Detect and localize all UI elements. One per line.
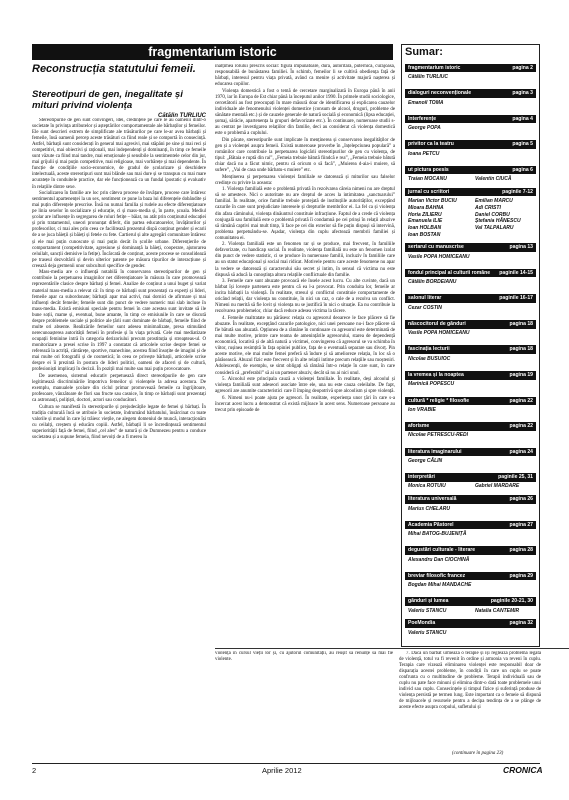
publication-name: CRONICA bbox=[503, 765, 543, 775]
toc-author: Bogdan Mihai MANDACHE bbox=[408, 582, 472, 589]
toc-section-17[interactable] bbox=[405, 521, 536, 530]
myth-paragraph: 7. Dacă un bărbat urmează o terapie și își reglează problema legată de violență, totul va fi revenit în ordine și armonia va reveni în cuplu. Terapia care vizează eliminarea violenței este responsabil doar de disparația acestei probleme, în condiții în care un cuplu se poate confrunta cu o multitudine de probleme. Terapii individuală sau de cuplu nu pate face minuni și elimina dintr-o dată toate problemele unui individ sau cuplu. Consecințele și timpul fizice și suferință produse de violența persistă pe termen lung. Este important ca o femeie să dispună de mijloacele și resursele pentru a decipa tendința de a se plânge de aceste efecte asupra corpului, sufletului și bbox=[399, 651, 541, 711]
toc-section-name: Academia Păstorel bbox=[408, 521, 454, 528]
toc-section-page: pagina 22 bbox=[509, 397, 533, 404]
toc-section-page: pagina 18 bbox=[509, 320, 533, 327]
toc-section-name: fragmentarium istoric bbox=[408, 64, 461, 71]
toc-section-18[interactable] bbox=[405, 546, 536, 555]
toc-section-page: paginile 7-12 bbox=[502, 188, 533, 195]
toc-section-page: pagina 32 bbox=[509, 620, 533, 627]
toc-author: Alexandru Dan CIOCHINĂ bbox=[408, 556, 470, 563]
toc-author: Traian MOCANU bbox=[408, 176, 447, 183]
toc-section-20[interactable] bbox=[405, 597, 536, 606]
toc-section-name: născocitorul de gânduri bbox=[408, 320, 466, 327]
toc-author: Valeriu STANCU bbox=[408, 607, 447, 614]
toc-section-page: pagina 6 bbox=[512, 166, 533, 173]
toc-section-name: PoeMondia bbox=[408, 620, 436, 627]
toc-section-name: gânduri și lumea bbox=[408, 598, 449, 605]
toc-section-page: pagina 26 bbox=[509, 496, 533, 503]
toc-section-page: pagina 2 bbox=[512, 64, 533, 71]
toc-author: Vasile POPA HOMICEANU bbox=[408, 330, 470, 337]
toc-section-name: la vremea și la noaptea bbox=[408, 372, 464, 379]
toc-author: Val TALPALARU bbox=[475, 224, 514, 231]
toc-section-1[interactable] bbox=[405, 89, 536, 98]
toc-section-name: cultură * religie * filosofie bbox=[408, 397, 470, 404]
article-subtitle: Stereotipuri de gen, inegalitate și mituri privind violența bbox=[32, 89, 183, 111]
article-column-1 bbox=[32, 118, 206, 744]
toc-author: George POPA bbox=[408, 125, 441, 132]
toc-section-13[interactable] bbox=[405, 422, 536, 431]
toc-section-14[interactable] bbox=[405, 448, 536, 457]
toc-author: Emilian MARCU bbox=[475, 198, 513, 205]
toc-section-name: privitor ca la teatru bbox=[408, 141, 454, 148]
toc-author: Valeriu STANCU bbox=[408, 629, 447, 636]
continued-note: (continuare în pagina 23) bbox=[452, 751, 504, 756]
toc-section-page: paginile 20-21, 30 bbox=[490, 598, 533, 605]
toc-section-name: dialoguri neconvenționale bbox=[408, 90, 472, 97]
toc-section-name: sertarul cu manuscrise bbox=[408, 244, 464, 251]
page-number: 2 bbox=[32, 766, 37, 775]
toc-section-4[interactable] bbox=[405, 166, 536, 175]
toc-section-name: fondul principal al culturii române bbox=[408, 269, 491, 276]
toc-section-page: paginile 25, 31 bbox=[498, 474, 533, 481]
toc-author: Mihai BATOG-BUJENIȚĂ bbox=[408, 531, 467, 538]
toc-author: Vasile POPA HOMICEANU bbox=[408, 253, 470, 260]
toc-section-page: pagina 19 bbox=[509, 372, 533, 379]
toc-author: Natalia CANTEMIR bbox=[475, 607, 520, 614]
toc-section-12[interactable] bbox=[405, 397, 536, 406]
footer-rule bbox=[32, 763, 540, 764]
toc-section-6[interactable] bbox=[405, 243, 536, 252]
toc-author: Marian Victor BUCIU bbox=[408, 198, 457, 205]
toc-author: Horia ZILIERU bbox=[408, 211, 442, 218]
paragraph: Menținerea și perpetuarea violenței familiale se datorează și miturilor sau falselor credințe cu privire la aceasta: bbox=[215, 174, 395, 186]
toc-author: George CĂLIN bbox=[408, 457, 443, 464]
paragraph: Socializarea în familie are loc prin câteva procese de învățare, procese care întăresc sentimentul apartenenței la un sex, sentiment ce pune la baza lui diferențele dobândite și mai puțin diferențele prescrise. Însă nu numai familia și rudele au efecte diferențiatoare pe linia sexelor în socializare și educație, ci și mass-media și, în parte, școala. Mediul școlar are influențe în segregarea de roluri fetițe – băiat, nu atât prin conținutul educației și prin tratamentul, uneori pronunțat diferit, din partea educatoarelor, învățătorilor și profesorilor, ci mai ales prin ceea ce facilitează prezentul dispă conținut gender și ecarii de a se juca băieții și băieți și fetele cu fete. Cartierul și alte agregări comunitare întăresc și ele mai puțin cunoscute și mai puțin decât în școlile urbane. Diferențierile de comportament (competitivitate, agresiune și dominanță la băieți, cooperare, ajutorarea celuilalt, sancții demisive la fetițe). Încărcată de conținut, aceste procese se consolidează pe traseul dezvoltării și devin ulterior patente pe măsura tipurilor de interacțiune și creează deja germenii unor subculturi specifice de gender. bbox=[32, 191, 206, 269]
toc-author: Ioana PETCU bbox=[408, 150, 440, 157]
toc-author: Ion VRABIE bbox=[408, 406, 436, 413]
toc-section-name: aforisme bbox=[408, 423, 430, 430]
paragraph: Din păcate, stereotipurile sunt implicate în menținerea și conservarea inegalităților de gen și a violenței asupra femeii. Există numeroase proverbe în „înțelepciunea populară” a românilor care contribuie la perpetuarea logicării stereotipurilor de gen cu violența, de tipul: „Bătaia e ruptă din rai”, „Femeia trebuie bătută fiindcă e rea”, „Femeia trebuie bătută chiar dacă nu a făcut nimic, pentru că oricum o să facă”, „Muierea d-aia-i muiere, să sufere”, „Vai de casa unde bărbatu-s muiere” etc. bbox=[215, 137, 395, 173]
article-continuation-right bbox=[399, 651, 541, 746]
toc-section-21[interactable] bbox=[405, 619, 536, 628]
toc-section-name: interpretări bbox=[408, 474, 435, 481]
toc-section-name: degustări culturale - literare bbox=[408, 547, 476, 554]
toc-author: Marius CHELARU bbox=[408, 505, 450, 512]
toc-section-name: salonul literar bbox=[408, 295, 442, 302]
myth-paragraph: 2. Violența familială este un fenomen rar și se produce, mai frecvent, în familiile defavorizate, cu handicap social. În realitate, violența familială nu este un fenomen izolat din punct de vedere statistic, ci se produce în numeroase familii, incluziv în familiile care au un statut educațional și social mai ridicat. Motivele pentru care aceste fenomene nu apar la vedere se datorează și caracterului său secret și intim, în sensul că victima nu este dispusă să aducă la cunoștința altora relațiile conflictuale din familie. bbox=[215, 242, 395, 278]
toc-section-page: pagina 18 bbox=[509, 346, 533, 353]
myth-paragraph: 6. Nimeni nu-i poate ajuta pe agresori. În realitate, experiența unor țări în care s-a încercat acest lucru a demonstrat că există mijloace în acest sens. Numeroase persoane au trecut prin episoade de bbox=[215, 395, 395, 413]
toc-section-10[interactable] bbox=[405, 345, 536, 354]
issue-date: Aprilie 2012 bbox=[262, 766, 302, 775]
toc-section-page: paginile 16-17 bbox=[499, 295, 533, 302]
toc-section-0[interactable] bbox=[405, 64, 536, 73]
toc-author: Ioan BOSTAN bbox=[408, 231, 441, 238]
toc-section-name: ut pictura poesis bbox=[408, 166, 449, 173]
toc-section-page: pagina 24 bbox=[509, 448, 533, 455]
toc-section-9[interactable] bbox=[405, 320, 536, 329]
toc-author: Nicolae PETRESCU-REDI bbox=[408, 432, 469, 439]
toc-author: Mioara BAHNA bbox=[408, 204, 444, 211]
toc-author: Marinică POPESCU bbox=[408, 381, 455, 388]
toc-title: Sumar: bbox=[405, 46, 443, 58]
toc-author: Ștefania HĂNESCU bbox=[475, 218, 521, 225]
toc-section-16[interactable] bbox=[405, 495, 536, 504]
toc-section-name: breviar filosofic francez bbox=[408, 572, 466, 579]
toc-author: Cătălin BORDEIANU bbox=[408, 279, 457, 286]
toc-section-11[interactable] bbox=[405, 371, 536, 380]
toc-section-5[interactable] bbox=[405, 188, 536, 197]
table-of-contents bbox=[401, 44, 540, 647]
myth-paragraph: 4. Femeile maltratate nu părăsesc relația cu agresorul deoarece le face plăcere să fie abuzate. În realitate, excepțând cazurile patologice, nici unei persoane nu-i face plăcere să fie bătută sau abuzată. Opțiunea de a rămâne în continuare cu agresorul este determinată de mai multe motive, printre care teama de amenințările agresorului, starea de dependență economică, locativă și de altă natură a victimei, convingerea că agresorul se va schimba în viitor, rușinea resimțită în fața opiniei publice, fața de o eventuală separare sau divorț. Pin aceste motive, ele mai multe femei preferă să îndure și să amelioreze relația, în loc să o părăsească. Abuzul fizic este frecvent și în alte relații intime precum relațiile sau moșteniri. Adolescenții, de exemplu, se simt obligați să rămână într-o relație în care sunt, în care consideră că „preferabil” să ai un partener abuziv, decât să nu ai nici unul. bbox=[215, 316, 395, 376]
toc-author: Emanoil TOMA bbox=[408, 99, 444, 106]
paragraph: De asemenea, sistemul educativ perpetuează direct stereotipurile de gen care legitimează discriminările împotriva femeilor și violențele la adresa acestora. De exemplu, manualele școlare din ciclul primar promovează femeile ca îngrijitoare, profesoare, vânzătoare de flori sau fructe sau casnice, în timp ce bărbații sunt prezentați ca astronauți, polițiști, doctori, actori sau conducători. bbox=[32, 373, 206, 403]
toc-author: Valentin CIUCĂ bbox=[475, 176, 512, 183]
paragraph: violență în cursul vieții lor și, cu ajutorul comunității, au reușit să renunțe să mai fie violente. bbox=[215, 651, 393, 663]
toc-author: Nicolae BUSUIOC bbox=[408, 355, 451, 362]
toc-section-page: pagina 5 bbox=[512, 141, 533, 148]
toc-section-name: literatura universală bbox=[408, 496, 457, 503]
toc-author: Emanuela ILIE bbox=[408, 218, 443, 225]
toc-section-page: pagina 3 bbox=[512, 90, 533, 97]
toc-section-2[interactable] bbox=[405, 115, 536, 124]
toc-author: Gabriel MARDARE bbox=[475, 483, 520, 490]
toc-author: Daniel CORBU bbox=[475, 211, 510, 218]
section-divider bbox=[215, 648, 569, 649]
toc-section-7[interactable] bbox=[405, 269, 536, 278]
toc-section-page: paginile 14-15 bbox=[499, 269, 533, 276]
toc-section-15[interactable] bbox=[405, 473, 536, 482]
paragraph: Stereotipurile de gen sunt convingeri, idei, credințele pe care le au oamenii dintr-o societate în privința atributelor și așteptărilor comportamentale ale bărbaților și femeilor. Ele sunt descrieri extrem de simplificate ale trăsăturilor pe care le-ar avea bărbații și femeile, însă oamenii percep aceste trăsături ca fiind reale și se comportă în consecință. Astfel, bărbații sunt considerați în general mai agresivi, mai stăpâni pe sine și mai reci și competitivi, mai obiectivi și raționali, mai independenți și dominanți, în timp ce femeile sunt văzute ca fiind mai tandre, mai emoționale și sensibile la sentimentele celor din jur, mai grijulii și mai puțin competitive, mai religioase, mai vorbărețe și mai dependente. În funcție de condițiile socio-economice, de gradul de școlarizare și deschidere intelectuală, aceste stereotipuri sunt mai blânde sau mai dure și se transpun cu mai mare acuratețe în conduitele practice, dar ele funcționează ca un fundal ipostatic și evaluativ în relațiile dintre sexe. bbox=[32, 118, 206, 190]
paragraph: înălțimea rolului prescris social: figură impunătoare, dură, autoritară, puternică, curajoasă, responsabilă de bunăstarea familiei. În schimb, femeilor li se cultivă obediența față de bărbați, interesul pentru viața privată, având ca menire și activitate majoră nașterea și educarea copiilor. bbox=[215, 64, 395, 88]
toc-section-name: fascinația lecturii bbox=[408, 346, 450, 353]
paragraph: Mass-media are o influență notabilă în conservarea stereotipurilor de gen și contribuie la perpetuarea imaginilor net diferențiatoare în măsura în care promovează reprezentările clasice despre bărbați și femei. Analize de conținut a unui buget și variat material mass-media a relevat că: în timp ce bărbații sunt prezentați ca experți și lideri, femeile apar ca subordonate; bărbații apar mai activi, mai dornici de afirmare și mai influenți decât femeile; femeile sunt din punct de vedere numeric mai slab incluse în mass-media. Există emisiuni speciale pentru femei în care acestea sunt invitate să ile bune soții, mame și, eventual, bune amante, în timp ce emisiunile în care se discută despre problemele sociale și politice ale țării sunt dominate de bărbați, femeile fiind de multe ori absente. Realizările femeilor sunt adesea minimalizate, presa stimulând nerecunoașterea autorității femeii în profesie și în viața privată. Cele mai mediatizate ocupații feminine intră în categoria derizoriului precum prostituția și streapteas-ul. O monitorizare a presei scrise în 1997 a constatat că articolele scrise despre femei se referează la actriță, cântărețe, sportive, manechine, acestea fiind însoțite de imagini și de mai multe ori fotografii și de cosmetică; în ceea ce privește bărbații, articolele scrise despre ei îi prezintă în postura de lideri politici, oameni de afaceri și de cultură, profesioniști implicați în decizii. În poziții mai multe sau mai puțin provocatoare. bbox=[32, 270, 206, 373]
toc-section-page: pagina 28 bbox=[509, 547, 533, 554]
toc-section-name: literatura imaginarului bbox=[408, 448, 462, 455]
toc-author: Cătălin TURLIUC bbox=[408, 73, 448, 80]
article-column-2 bbox=[215, 64, 395, 646]
toc-author: Cezar COSTIN bbox=[408, 304, 442, 311]
article-continuation-left bbox=[215, 651, 393, 746]
paragraph: Cultura se manifestă în stereotipurile și prejudecățile legate de femei și bărbați. În tradiția culturală încă se atribuie în societate, îndrumând bărbatului, însărcinat cu toate valorile și modul în care își trăiesc viețile, ne alegem domeniul de muncă, interacționăm cu ceilalți, creștem și educăm copiii. Astfel, bărbații li se încredințează sentimentul superiorității față de femei, fiind „cel ales” de natură și de Dumnezeu pentru a conduce societatea și a supune femeia, fiind nevoiți de a fi mereu la bbox=[32, 404, 206, 440]
myth-paragraph: 5. Alcoolul este principala cauză a violenței familiale. În realitate, deși alcoolul și violența familială sunt adeseori asociate între ele, una nu este cauza celeilalte. De fapt, agresorii are anumite caracteristici care îl împing deopotrivă spre alcoolism și spre violență. bbox=[215, 377, 395, 395]
toc-author: Adi CRISTI bbox=[475, 204, 501, 211]
toc-section-19[interactable] bbox=[405, 572, 536, 581]
toc-author: Ioan HOLBAN bbox=[408, 224, 442, 231]
article-title: Reconstrucția statutului femeii. bbox=[32, 63, 196, 75]
toc-author: Monica ROTUIU bbox=[408, 483, 446, 490]
toc-section-page: pagina 29 bbox=[509, 572, 533, 579]
section-banner: fragmentarium istoric bbox=[32, 44, 393, 60]
toc-section-8[interactable] bbox=[405, 294, 536, 303]
toc-section-page: pagina 13 bbox=[509, 244, 533, 251]
myth-paragraph: 3. Femeile care sunt abuzate provoacă ele însele acest lucru. Cu alte cuvinte, dacă un bărbat își lovește partenera este pentru că ea l-a provocat. Prin conduita lor, femeile ar incita bărbații la violență. În realitate, stresul și conflictul constituie comportamente de oricând relații, dar violența nu constituie, în nici un caz, o cale de a rezolva un conflict. Nimeni nu merită să fie lovit și violența nu se justifică în nici o situație. Ea nu contribuie la rezolvarea problemelor, chiar dacă reduce adesea victima la tăcere. bbox=[215, 279, 395, 315]
toc-section-3[interactable] bbox=[405, 140, 536, 149]
toc-section-name: jurnal cu scriitori bbox=[408, 188, 450, 195]
myth-paragraph: 1. Violența familială este o problemă privată în rezolvarea căreia nimeni nu are dreptul să se amestece. Nici o autoritate nu are dreptul de acces la intimitatea „sanctuarului” familial. În realitate, orice familie trebuie protejată de instituțiile autorităților, excepțând cazurile în care sunt prejudiciate interesele și drepturile membrilor ei. La fel ca și violența din afara căminului, violența dinăuntrul constituie infracțiune. Faptul de a crede că violența conjugală sau familială este o problemă privată îi condamnă pe cei prinși în relații abuzive să rămână captivi mai mult timp, îi face pe cei din exterior să fie puțin dispuși să intervină, problema perpetuându-se. Așadar, violența din cuplu afectează membrii familiei și comunitatea ei. bbox=[215, 187, 395, 241]
toc-section-page: pagina 27 bbox=[509, 521, 533, 528]
toc-section-page: pagina 22 bbox=[509, 423, 533, 430]
toc-section-page: pagina 4 bbox=[512, 115, 533, 122]
toc-section-name: Interferențe bbox=[408, 115, 437, 122]
article-author: Cătălin TURLIUC bbox=[158, 113, 206, 119]
paragraph: Violența domestică a fost o temă de cercetare marginalizată în Europa până în anii 1970, iar în Europa de Est chiar până la începutul anilor 1990. În primele studii sociologice, cercetătorii au fost preocupați în mare măsură doar de identificarea și explicarea cauzelor individuale ale fenomenului violenței domestice (consum de alcool, droguri, probleme de sănătate mentală etc.) și de cauzele generale de natură socială și economică (lipsa educației, șomaj, sărăcie, apartenența la grupuri defavorizate etc.). În continuare, numeroase studii s-au centrat pe investigarea relațiilor din familie, deci au considerat că violența domestică este o problemă a cuplului. bbox=[215, 88, 395, 137]
